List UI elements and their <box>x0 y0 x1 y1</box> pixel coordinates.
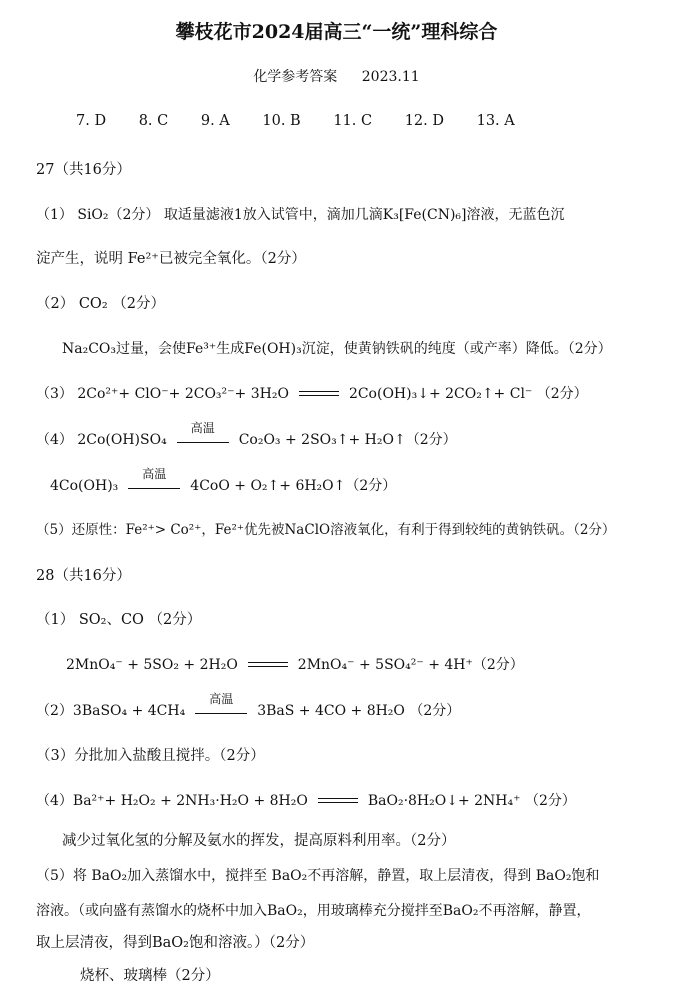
q28-part3: （3）分批加入盐酸且搅拌。（2分） <box>36 748 265 764</box>
mc-answer-13: 13. A <box>476 113 515 129</box>
equation-left: （2）3BaSO₄ + 4CH₄ <box>36 703 186 719</box>
equals-sign <box>299 390 339 398</box>
reaction-arrow <box>128 467 180 496</box>
q27-part5: （5）还原性：Fe²⁺> Co²⁺，Fe²⁺优先被NaClO溶液氧化，有利于得到较纯的黄钠铁矾。（2分） <box>36 522 616 538</box>
q28-part4-explain: 减少过氧化氢的分解及氨水的挥发，提高原料利用率。（2分） <box>62 833 456 849</box>
reaction-line <box>128 488 180 489</box>
mc-answer-7: 7. D <box>76 113 107 129</box>
date: 2023.11 <box>361 69 420 85</box>
q28-part2-equation <box>36 692 461 721</box>
q28-part5-tools: 烧杯、玻璃棒（2分） <box>80 968 220 984</box>
q27-part2: （2） CO₂ （2分） <box>36 296 165 312</box>
mc-answer-8: 8. C <box>138 113 169 129</box>
q27-part3-equation <box>36 384 588 404</box>
q27-part4-equation-b <box>50 467 397 496</box>
mc-answers <box>76 113 543 129</box>
condition-label: 高温 <box>142 467 167 481</box>
q28-part4-equation <box>36 791 576 811</box>
q27-part4-equation-a <box>36 421 457 450</box>
condition-label: 高温 <box>190 421 215 435</box>
q27-heading: 27（共16分） <box>36 162 131 178</box>
q28-part5-line3: 取上层清夜，得到BaO₂饱和溶液。）（2分） <box>36 935 315 951</box>
equation-left: 4Co(OH)₃ <box>50 478 119 494</box>
mc-answer-11: 11. C <box>333 113 373 129</box>
q27-part2-explain: Na₂CO₃过量，会使Fe³⁺生成Fe(OH)₃沉淀，使黄钠铁矾的纯度（或产率）降低。（2分） <box>62 341 612 357</box>
condition-label: 高温 <box>209 692 234 706</box>
subtitle: 化学参考答案 <box>253 69 338 85</box>
equals-sign <box>318 797 358 805</box>
equation-left: （3） 2Co²⁺+ ClO⁻+ 2CO₃²⁻+ 3H₂O <box>36 386 289 402</box>
equation-right: 4CoO + O₂↑+ 6H₂O↑（2分） <box>190 478 397 494</box>
mc-answer-10: 10. B <box>262 113 301 129</box>
reaction-line <box>177 442 229 443</box>
q27-part1-line2: 淀产生，说明 Fe²⁺已被完全氧化。（2分） <box>36 251 306 267</box>
equation-right: 3BaS + 4CO + 8H₂O （2分） <box>257 703 461 719</box>
mc-answer-9: 9. A <box>200 113 230 129</box>
equation-left: （4）Ba²⁺+ H₂O₂ + 2NH₃·H₂O + 8H₂O <box>36 793 308 809</box>
equation-left: （4） 2Co(OH)SO₄ <box>36 432 167 448</box>
reaction-line <box>195 713 247 714</box>
equation-right: 2MnO₄⁻ + 5SO₄²⁻ + 4H⁺（2分） <box>297 657 524 673</box>
q28-part1: （1） SO₂、CO （2分） <box>36 612 202 628</box>
reaction-arrow <box>177 421 229 450</box>
q28-part5-line1: （5）将 BaO₂加入蒸馏水中，搅拌至 BaO₂不再溶解，静置，取上层清夜，得到 BaO₂饱和 <box>36 868 600 884</box>
page-title: 攀枝花市2024届高三“一统”理科综合 <box>175 21 498 43</box>
subtitle-row <box>0 66 673 86</box>
q28-heading: 28（共16分） <box>36 568 131 584</box>
q28-part5-line2: 溶液。（或向盛有蒸馏水的烧杯中加入BaO₂，用玻璃棒充分搅拌至BaO₂不再溶解，静置， <box>36 903 591 919</box>
mc-answer-12: 12. D <box>404 113 444 129</box>
equation-right: Co₂O₃ + 2SO₃↑+ H₂O↑（2分） <box>238 432 457 448</box>
q27-part1-line1: （1） SiO₂（2分） 取适量滤液1放入试管中，滴加几滴K₃[Fe(CN)₆]溶液，无蓝色沉 <box>36 207 565 223</box>
q28-part1-equation <box>66 655 524 675</box>
equation-left: 2MnO₄⁻ + 5SO₂ + 2H₂O <box>66 657 238 673</box>
equation-right: 2Co(OH)₃↓+ 2CO₂↑+ Cl⁻ （2分） <box>348 386 588 402</box>
equals-sign <box>248 661 288 669</box>
equation-right: BaO₂·8H₂O↓+ 2NH₄⁺ （2分） <box>367 793 576 809</box>
reaction-arrow <box>195 692 247 721</box>
